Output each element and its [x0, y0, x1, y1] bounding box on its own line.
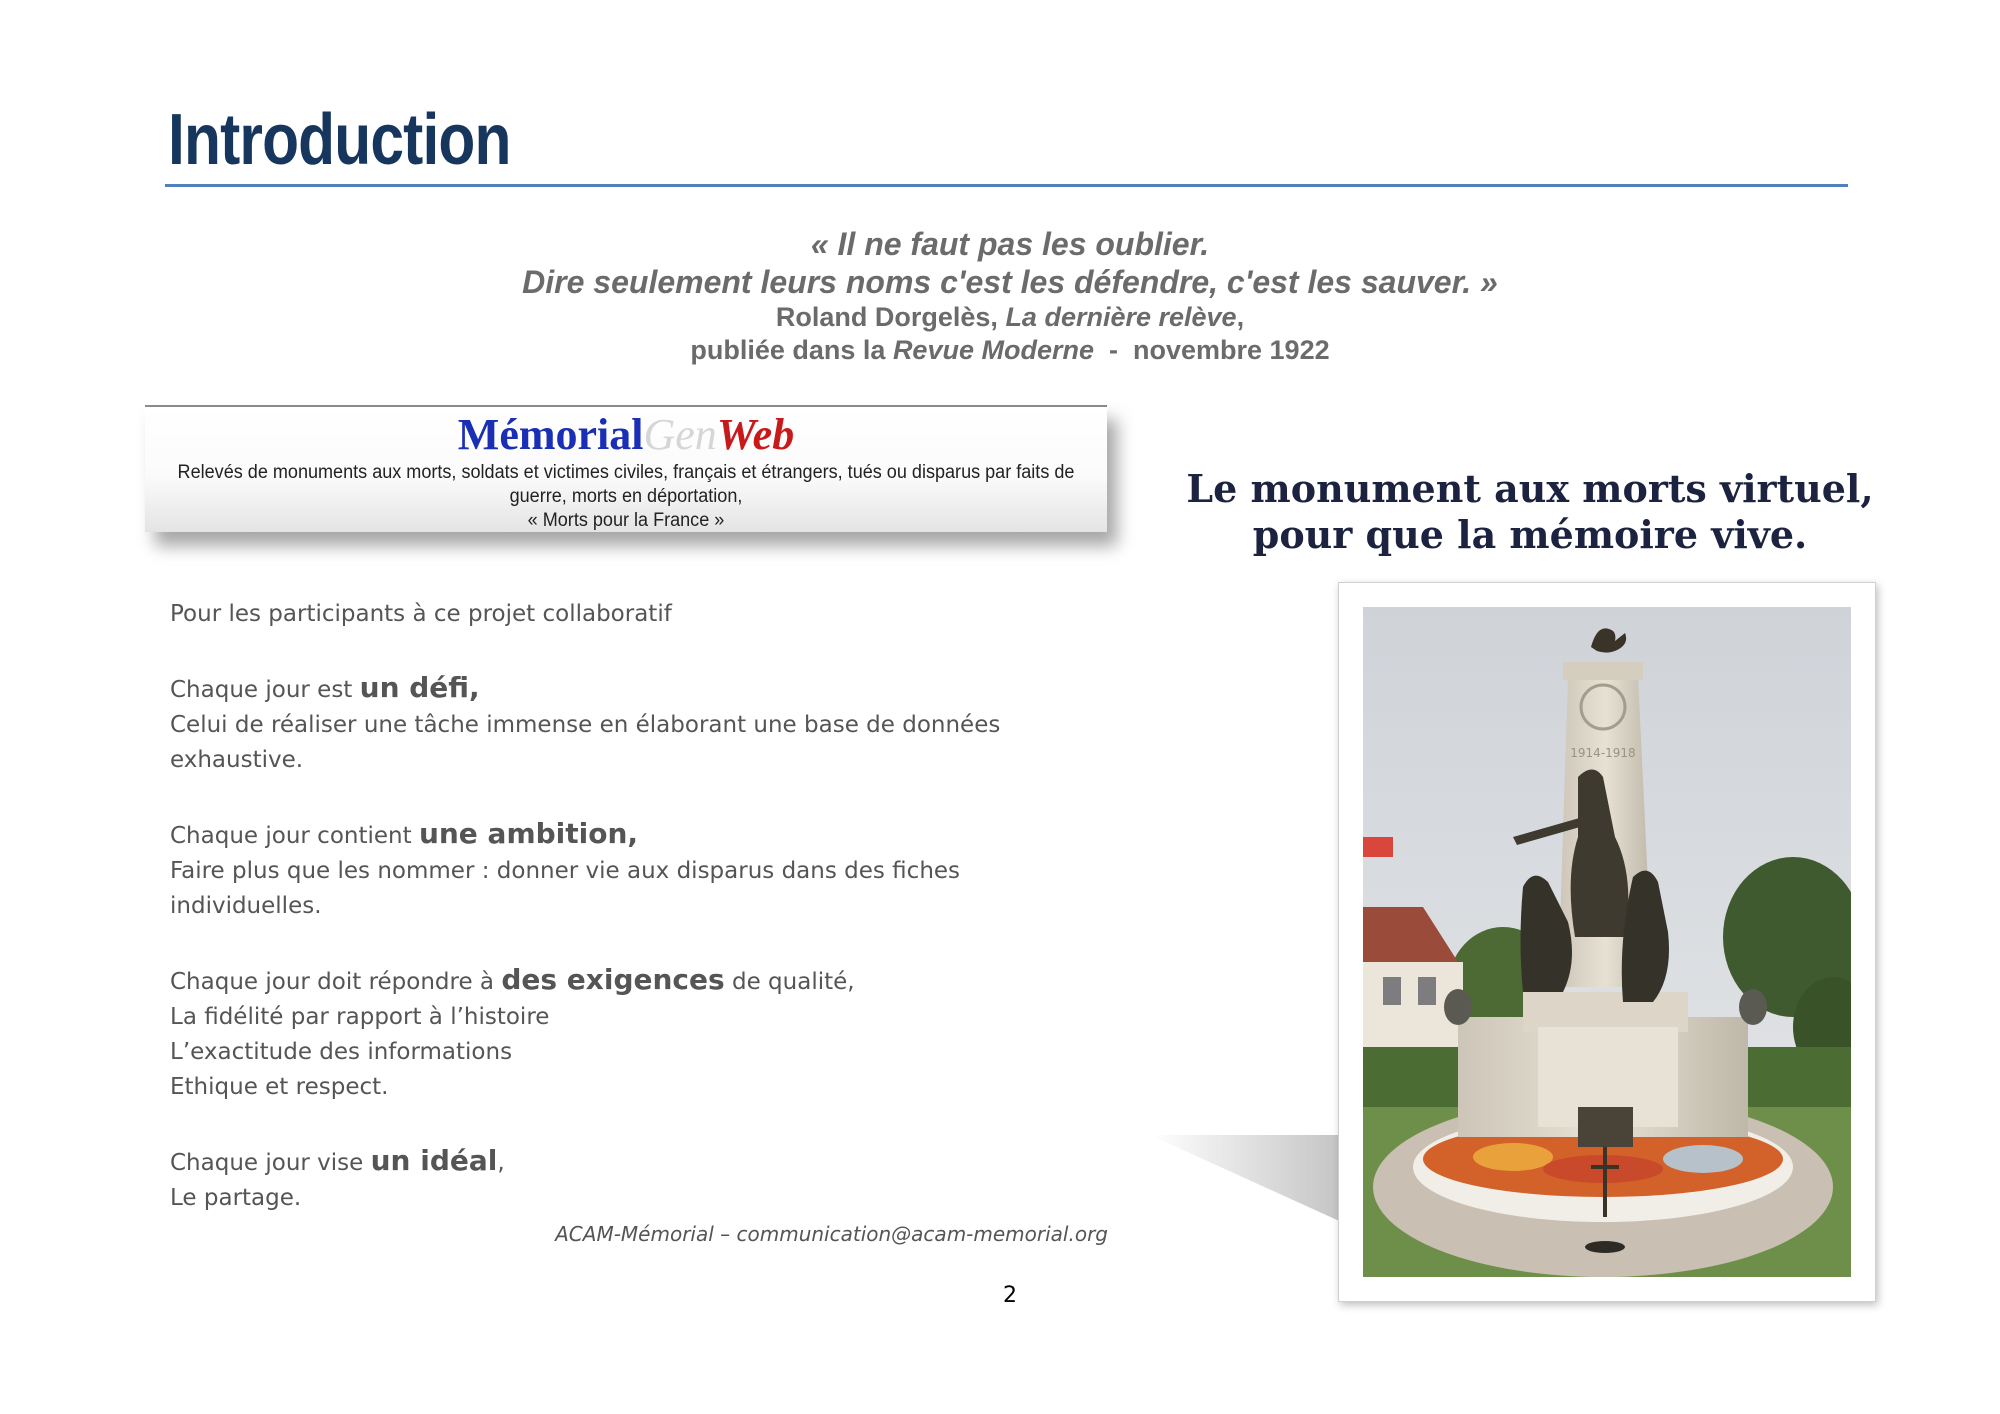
p2-lead: Chaque jour contient [170, 823, 419, 849]
quote-author: Roland Dorgelès, [775, 302, 1006, 332]
body-text [170, 597, 1120, 1216]
p4-line-2: Le partage. [170, 1185, 302, 1211]
p3-bold: des exigences [501, 963, 725, 996]
banner-description [169, 459, 1083, 533]
page-title: Introduction [168, 100, 511, 180]
page-number: 2 [1003, 1283, 1017, 1308]
paragraph-exigences [170, 962, 1120, 1000]
p1-lead: Chaque jour est [170, 677, 360, 703]
p1-line-3: exhaustive. [170, 747, 304, 773]
epigraph [300, 225, 1720, 367]
quote-work: La dernière relève [1005, 302, 1237, 332]
quote-work-suffix: , [1236, 302, 1245, 332]
slogan-line-2: pour que la mémoire vive. [1252, 512, 1808, 557]
plaque-year: 1914-1918 [1570, 746, 1636, 760]
paragraph-ambition [170, 816, 1120, 854]
p2-bold: une ambition, [418, 817, 639, 850]
publication-prefix: publiée dans la [690, 335, 893, 365]
paragraph-ideal [170, 1143, 1120, 1181]
slogan [1170, 466, 1890, 558]
p4-trail: , [497, 1150, 505, 1176]
p1-bold: un défi, [359, 671, 480, 704]
slogan-line-1: Le monument aux morts virtuel, [1186, 466, 1874, 511]
p2-line-2: Faire plus que les nommer : donner vie aux disparus dans des fiches [170, 858, 961, 884]
logo-part-gen: Gen [643, 410, 717, 459]
logo-part-web: Web [716, 410, 795, 459]
publication-date: - novembre 1922 [1094, 335, 1330, 365]
title-underline [165, 184, 1848, 187]
banner-description-line-3: « Morts pour la France » [527, 510, 725, 531]
p3-trail: de qualité, [724, 969, 855, 995]
banner-description-line-1: Relevés de monuments aux morts, soldats et victimes civiles, français et étrangers, tués ou disparus par faits de [177, 462, 1075, 483]
war-memorial-image [1363, 607, 1851, 1277]
p2-line-3: individuelles. [170, 893, 322, 919]
p3-line-3: L’exactitude des informations [170, 1039, 513, 1065]
p1-line-2: Celui de réaliser une tâche immense en élaborant une base de données [170, 712, 1001, 738]
p3-line-4: Ethique et respect. [170, 1074, 389, 1100]
memorialgenweb-logo [145, 411, 1107, 459]
intro-line: Pour les participants à ce projet collaboratif [170, 601, 672, 627]
banner-description-line-2: guerre, morts en déportation, [509, 486, 743, 507]
memorialgenweb-banner [145, 405, 1107, 532]
logo-part-memorial: Mémorial [457, 410, 644, 459]
quote-attribution [300, 301, 1720, 334]
p4-lead: Chaque jour vise [170, 1150, 371, 1176]
quote-publication [300, 334, 1720, 367]
paragraph-defi [170, 670, 1120, 708]
footer-credit: ACAM-Mémorial – communication@acam-memorial.org [555, 1222, 1108, 1246]
p4-bold: un idéal [370, 1144, 498, 1177]
p3-line-2: La fidélité par rapport à l’histoire [170, 1004, 550, 1030]
quote-line-1: « Il ne faut pas les oublier. [810, 226, 1210, 262]
quote-line-2: Dire seulement leurs noms c'est les défendre, c'est les sauver. » [522, 264, 1498, 300]
war-memorial-photo [1338, 582, 1876, 1302]
publication-revue: Revue Moderne [892, 335, 1094, 365]
p3-lead: Chaque jour doit répondre à [170, 969, 502, 995]
